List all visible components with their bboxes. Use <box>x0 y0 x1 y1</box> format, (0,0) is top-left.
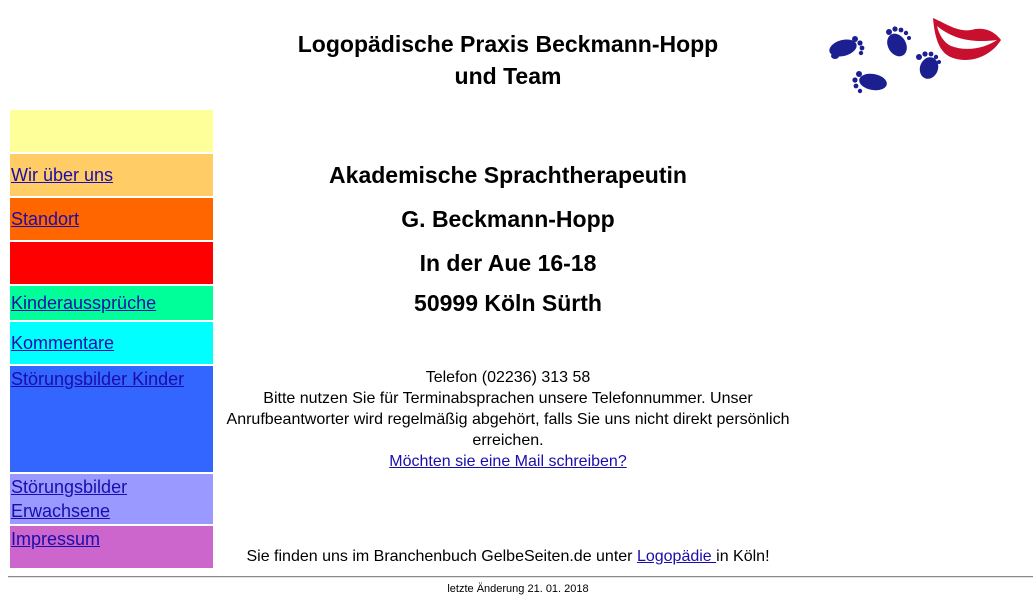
page-title-line2: und Team <box>454 63 562 89</box>
profession-heading: Akademische Sprachtherapeutin <box>329 162 687 188</box>
sidebar-link-impressum[interactable]: Impressum <box>11 529 101 549</box>
phone-number: Telefon (02236) 313 58 <box>425 369 591 386</box>
logopaedie-link[interactable]: Logopädie <box>636 548 717 565</box>
sidebar-item-kinderaussprueche[interactable] <box>10 286 213 320</box>
sidebar-link-kommentare[interactable]: Kommentare <box>11 333 115 353</box>
sidebar-link-stoerungsbilder-kinder[interactable]: Störungsbilder Kinder <box>11 369 185 389</box>
last-change-note: letzte Änderung 21. 01. 2018 <box>447 583 589 595</box>
directory-prefix: Sie finden uns im Branchenbuch GelbeSeiten.de unter <box>246 548 637 565</box>
sidebar-item-blank-red <box>10 242 213 284</box>
sidebar-link-stoerungsbilder-erwachsene[interactable]: Störungsbilder Erwachsene <box>11 477 128 521</box>
sidebar-item-kommentare[interactable] <box>10 322 213 364</box>
sidebar-item-stoerungsbilder-kinder[interactable] <box>10 366 213 472</box>
contact-block <box>214 367 802 472</box>
contact-info-text: Bitte nutzen Sie für Terminabsprachen unsere Telefonnummer. Unser Anrufbeantworter wird regelmäßig abgehört, falls Sie uns nicht direkt persönlich erreichen. <box>226 390 790 449</box>
sidebar-link-standort[interactable]: Standort <box>11 209 80 229</box>
sidebar-link-kinderaussprueche[interactable]: Kinderaussprüche <box>11 293 157 313</box>
page-title <box>214 28 802 92</box>
mail-link[interactable]: Möchten sie eine Mail schreiben? <box>389 453 627 470</box>
page-title-line1: Logopädische Praxis Beckmann-Hopp <box>297 31 719 57</box>
street-address: In der Aue 16-18 <box>419 250 597 276</box>
sidebar-item-stoerungsbilder-erwachsene[interactable] <box>10 474 213 524</box>
sidebar-link-wir-ueber-uns[interactable]: Wir über uns <box>11 165 114 185</box>
therapist-name: G. Beckmann-Hopp <box>401 206 615 232</box>
sidebar-item-standort[interactable] <box>10 198 213 240</box>
footprints-and-lips-logo-icon <box>825 12 1007 96</box>
sidebar-item-impressum[interactable] <box>10 526 213 568</box>
sidebar-item-wir-ueber-uns[interactable] <box>10 154 213 196</box>
sidebar-item-blank-yellow <box>10 110 213 152</box>
city-address: 50999 Köln Sürth <box>414 290 602 316</box>
directory-note <box>214 546 802 568</box>
footer-divider <box>8 576 1033 578</box>
directory-suffix: in Köln! <box>716 548 770 565</box>
